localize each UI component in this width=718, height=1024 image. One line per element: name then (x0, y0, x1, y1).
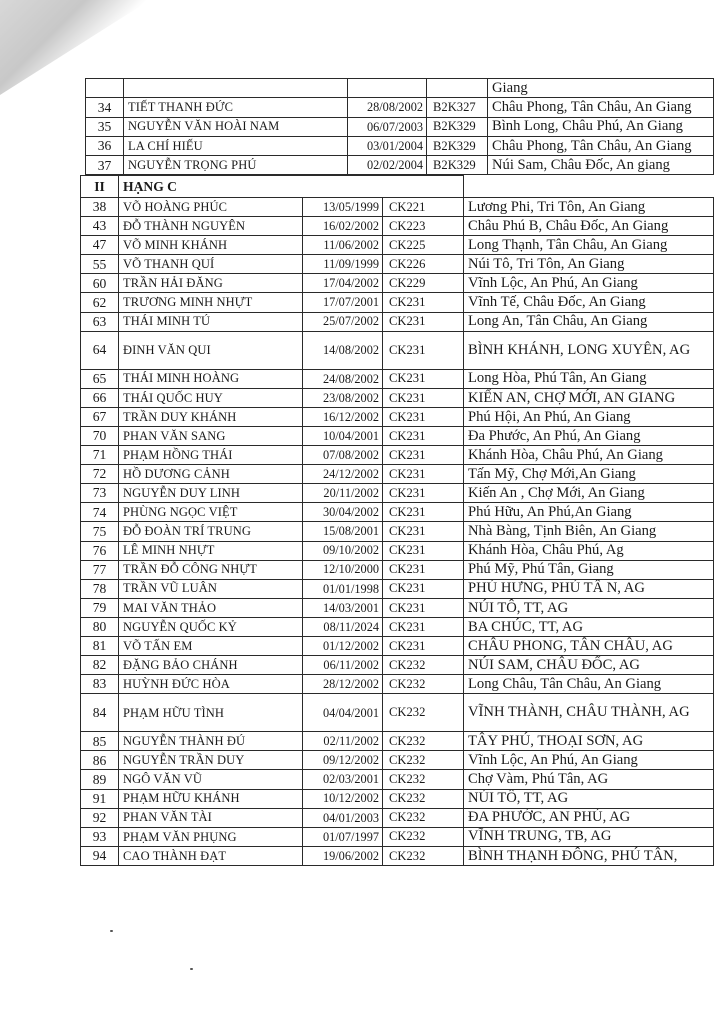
row-number: 78 (81, 579, 119, 598)
license-class-code: CK231 (383, 312, 464, 331)
table-row (81, 808, 714, 827)
row-number: 38 (81, 198, 119, 217)
license-class-code: CK231 (383, 522, 464, 541)
table-row (81, 675, 714, 694)
person-name: HUỲNH ĐỨC HÒA (119, 675, 303, 694)
date-of-birth: 17/04/2002 (303, 274, 383, 293)
table-row (81, 426, 714, 445)
address: Châu Phong, Tân Châu, An Giang (488, 136, 714, 155)
table-row (81, 617, 714, 636)
table-row (81, 331, 714, 369)
license-class-code: CK232 (383, 846, 464, 865)
person-name: VÕ MINH KHÁNH (119, 236, 303, 255)
license-class-code: CK231 (383, 598, 464, 617)
table-row (81, 312, 714, 331)
license-class-code: CK232 (383, 808, 464, 827)
license-class-code: CK231 (383, 388, 464, 407)
row-number: 55 (81, 255, 119, 274)
license-class-code: CK232 (383, 675, 464, 694)
date-of-birth: 24/12/2002 (303, 465, 383, 484)
row-number: 81 (81, 636, 119, 655)
person-name: TRƯƠNG MINH NHỰT (119, 293, 303, 312)
date-of-birth: 28/12/2002 (303, 675, 383, 694)
table-row (81, 465, 714, 484)
address: VĨNH THÀNH, CHÂU THÀNH, AG (464, 694, 714, 732)
row-number: 74 (81, 503, 119, 522)
table-row (81, 388, 714, 407)
table-row (81, 827, 714, 846)
row-number: 37 (86, 156, 124, 175)
table-row (86, 136, 714, 155)
date-of-birth: 23/08/2002 (303, 388, 383, 407)
address: PHÚ HƯNG, PHÚ TÂ N, AG (464, 579, 714, 598)
address: KIẾN AN, CHỢ MỚI, AN GIANG (464, 388, 714, 407)
license-class-code: B2K329 (427, 136, 488, 155)
row-number: 67 (81, 407, 119, 426)
date-of-birth: 06/07/2003 (348, 117, 427, 136)
person-name: PHẠM VĂN PHỤNG (119, 827, 303, 846)
date-of-birth: 13/05/1999 (303, 198, 383, 217)
address: Vĩnh Lộc, An Phú, An Giang (464, 274, 714, 293)
license-class-code: CK231 (383, 541, 464, 560)
date-of-birth: 02/11/2002 (303, 732, 383, 751)
person-name: PHAN VĂN SANG (119, 426, 303, 445)
table-row (81, 198, 714, 217)
address: NÚI TÔ, TT, AG (464, 789, 714, 808)
table-row (81, 636, 714, 655)
license-class-code: CK232 (383, 751, 464, 770)
row-number: 72 (81, 465, 119, 484)
table-row (81, 770, 714, 789)
date-of-birth: 25/07/2002 (303, 312, 383, 331)
address: Long An, Tân Châu, An Giang (464, 312, 714, 331)
date-of-birth: 16/12/2002 (303, 407, 383, 426)
person-name: TRẦN ĐỖ CÔNG NHỰT (119, 560, 303, 579)
address: ĐA PHƯỚC, AN PHÚ, AG (464, 808, 714, 827)
scan-speck (190, 968, 193, 970)
row-number: 62 (81, 293, 119, 312)
license-class-code: CK231 (383, 446, 464, 465)
row-number: 71 (81, 446, 119, 465)
row-number: 65 (81, 369, 119, 388)
address: BA CHÚC, TT, AG (464, 617, 714, 636)
license-class-code: CK231 (383, 369, 464, 388)
address: Vĩnh Tế, Châu Đốc, An Giang (464, 293, 714, 312)
section-number: II (81, 176, 119, 198)
row-number: 77 (81, 560, 119, 579)
table-row (81, 369, 714, 388)
table-row (81, 503, 714, 522)
row-number: 63 (81, 312, 119, 331)
license-class-code: CK229 (383, 274, 464, 293)
date-of-birth: 01/01/1998 (303, 579, 383, 598)
row-number: 83 (81, 675, 119, 694)
license-class-code: CK232 (383, 770, 464, 789)
table-row (81, 656, 714, 675)
person-name: NGUYỄN TRỌNG PHÚ (124, 156, 348, 175)
person-name: LÊ MINH NHỰT (119, 541, 303, 560)
table-row (81, 598, 714, 617)
date-of-birth: 01/12/2002 (303, 636, 383, 655)
table-row (81, 217, 714, 236)
table-row (81, 255, 714, 274)
license-class-code: CK232 (383, 656, 464, 675)
table-row (81, 789, 714, 808)
person-name: CAO THÀNH ĐẠT (119, 846, 303, 865)
table-row (81, 541, 714, 560)
row-number: 34 (86, 98, 124, 117)
person-name: TRẦN HẢI ĐĂNG (119, 274, 303, 293)
address: Long Châu, Tân Châu, An Giang (464, 675, 714, 694)
table-row (81, 236, 714, 255)
address: Châu Phú B, Châu Đốc, An Giang (464, 217, 714, 236)
date-of-birth: 06/11/2002 (303, 656, 383, 675)
person-name: ĐỖ THÀNH NGUYÊN (119, 217, 303, 236)
license-class-code (427, 79, 488, 98)
person-name: NGUYỄN TRẦN DUY (119, 751, 303, 770)
license-class-code: CK232 (383, 694, 464, 732)
license-class-code: CK231 (383, 484, 464, 503)
address: Bình Long, Châu Phú, An Giang (488, 117, 714, 136)
section-blank-cell (464, 176, 714, 198)
date-of-birth: 16/02/2002 (303, 217, 383, 236)
address: Khánh Hòa, Châu Phú, Ag (464, 541, 714, 560)
date-of-birth: 14/08/2002 (303, 331, 383, 369)
table-row (81, 732, 714, 751)
license-class-code: B2K329 (427, 117, 488, 136)
row-number: 66 (81, 388, 119, 407)
person-name: THÁI QUỐC HUY (119, 388, 303, 407)
scan-speck (110, 930, 113, 932)
row-number: 64 (81, 331, 119, 369)
address: CHÂU PHONG, TÂN CHÂU, AG (464, 636, 714, 655)
address: Chợ Vàm, Phú Tân, AG (464, 770, 714, 789)
license-class-code: CK231 (383, 560, 464, 579)
address: Phú Mỹ, Phú Tân, Giang (464, 560, 714, 579)
license-class-code: CK231 (383, 293, 464, 312)
table-row (81, 579, 714, 598)
table-row (86, 156, 714, 175)
date-of-birth: 10/04/2001 (303, 426, 383, 445)
license-class-code: CK231 (383, 426, 464, 445)
row-number: 43 (81, 217, 119, 236)
address: Long Hòa, Phú Tân, An Giang (464, 369, 714, 388)
table-row (86, 79, 714, 98)
table-b2-continuation (85, 78, 714, 175)
date-of-birth: 11/09/1999 (303, 255, 383, 274)
address: Châu Phong, Tân Châu, An Giang (488, 98, 714, 117)
license-class-code: CK221 (383, 198, 464, 217)
license-class-code: B2K327 (427, 98, 488, 117)
license-class-code: CK231 (383, 503, 464, 522)
table-row (86, 98, 714, 117)
address: Long Thạnh, Tân Châu, An Giang (464, 236, 714, 255)
date-of-birth: 01/07/1997 (303, 827, 383, 846)
license-class-code: CK231 (383, 579, 464, 598)
date-of-birth: 02/02/2004 (348, 156, 427, 175)
person-name: VÕ THANH QUÍ (119, 255, 303, 274)
row-number (86, 79, 124, 98)
person-name (124, 79, 348, 98)
person-name: NGUYỄN THÀNH ĐÚ (119, 732, 303, 751)
license-class-code: CK225 (383, 236, 464, 255)
address: TÂY PHÚ, THOẠI SƠN, AG (464, 732, 714, 751)
address: Phú Hội, An Phú, An Giang (464, 407, 714, 426)
date-of-birth: 30/04/2002 (303, 503, 383, 522)
person-name: PHẠM HỮU TÌNH (119, 694, 303, 732)
date-of-birth: 19/06/2002 (303, 846, 383, 865)
license-class-code: CK232 (383, 827, 464, 846)
table-row (81, 751, 714, 770)
row-number: 85 (81, 732, 119, 751)
table-class-c-body (81, 176, 714, 866)
table-row (81, 846, 714, 865)
person-name: NGUYỄN DUY LINH (119, 484, 303, 503)
address: Đa Phước, An Phú, An Giang (464, 426, 714, 445)
license-class-code: CK226 (383, 255, 464, 274)
date-of-birth: 03/01/2004 (348, 136, 427, 155)
date-of-birth: 28/08/2002 (348, 98, 427, 117)
table-row (81, 446, 714, 465)
address: Tấn Mỹ, Chợ Mới,An Giang (464, 465, 714, 484)
address: Phú Hữu, An Phú,An Giang (464, 503, 714, 522)
date-of-birth: 04/04/2001 (303, 694, 383, 732)
table-row (81, 484, 714, 503)
person-name: VÕ TẤN EM (119, 636, 303, 655)
person-name: ĐẶNG BẢO CHÁNH (119, 656, 303, 675)
address: Núi Sam, Châu Đốc, An giang (488, 156, 714, 175)
row-number: 86 (81, 751, 119, 770)
table-row (81, 522, 714, 541)
table-b2-body (86, 79, 714, 175)
date-of-birth (348, 79, 427, 98)
row-number: 92 (81, 808, 119, 827)
row-number: 70 (81, 426, 119, 445)
address: Giang (488, 79, 714, 98)
person-name: PHẠM HỒNG THÁI (119, 446, 303, 465)
person-name: MAI VĂN THẢO (119, 598, 303, 617)
row-number: 89 (81, 770, 119, 789)
row-number: 75 (81, 522, 119, 541)
license-class-code: CK231 (383, 617, 464, 636)
person-name: LA CHÍ HIẾU (124, 136, 348, 155)
row-number: 35 (86, 117, 124, 136)
section-header-row (81, 176, 714, 198)
person-name: TIẾT THANH ĐỨC (124, 98, 348, 117)
license-class-code: CK231 (383, 636, 464, 655)
table-class-c (80, 175, 714, 866)
row-number: 82 (81, 656, 119, 675)
date-of-birth: 17/07/2001 (303, 293, 383, 312)
date-of-birth: 15/08/2001 (303, 522, 383, 541)
date-of-birth: 09/12/2002 (303, 751, 383, 770)
person-name: NGÔ VĂN VŨ (119, 770, 303, 789)
row-number: 76 (81, 541, 119, 560)
section-title: HẠNG C (119, 176, 464, 198)
row-number: 94 (81, 846, 119, 865)
address: BÌNH KHÁNH, LONG XUYÊN, AG (464, 331, 714, 369)
address: Nhà Bàng, Tịnh Biên, An Giang (464, 522, 714, 541)
date-of-birth: 10/12/2002 (303, 789, 383, 808)
person-name: VÕ HOÀNG PHÚC (119, 198, 303, 217)
person-name: PHAN VĂN TÀI (119, 808, 303, 827)
person-name: HỒ DƯƠNG CẢNH (119, 465, 303, 484)
address: Khánh Hòa, Châu Phú, An Giang (464, 446, 714, 465)
row-number: 93 (81, 827, 119, 846)
row-number: 80 (81, 617, 119, 636)
date-of-birth: 20/11/2002 (303, 484, 383, 503)
table-row (81, 274, 714, 293)
person-name: TRẦN DUY KHÁNH (119, 407, 303, 426)
license-class-code: CK231 (383, 331, 464, 369)
person-name: THÁI MINH HOÀNG (119, 369, 303, 388)
row-number: 73 (81, 484, 119, 503)
row-number: 60 (81, 274, 119, 293)
date-of-birth: 07/08/2002 (303, 446, 383, 465)
license-class-code: CK231 (383, 465, 464, 484)
person-name: TRẦN VŨ LUÂN (119, 579, 303, 598)
person-name: ĐINH VĂN QUI (119, 331, 303, 369)
address: VĨNH TRUNG, TB, AG (464, 827, 714, 846)
license-class-code: CK223 (383, 217, 464, 236)
person-name: THÁI MINH TÚ (119, 312, 303, 331)
person-name: ĐỖ ĐOÀN TRÍ TRUNG (119, 522, 303, 541)
date-of-birth: 12/10/2000 (303, 560, 383, 579)
license-class-code: CK232 (383, 732, 464, 751)
address: NÚI SAM, CHÂU ĐỐC, AG (464, 656, 714, 675)
table-row (81, 560, 714, 579)
person-name: PHÙNG NGỌC VIỆT (119, 503, 303, 522)
license-class-code: CK232 (383, 789, 464, 808)
table-row (81, 293, 714, 312)
person-name: PHẠM HỮU KHÁNH (119, 789, 303, 808)
row-number: 84 (81, 694, 119, 732)
address: NÚI TÔ, TT, AG (464, 598, 714, 617)
table-row (81, 694, 714, 732)
table-row (86, 117, 714, 136)
address: Núi Tô, Tri Tôn, An Giang (464, 255, 714, 274)
license-class-code: CK231 (383, 407, 464, 426)
date-of-birth: 02/03/2001 (303, 770, 383, 789)
row-number: 36 (86, 136, 124, 155)
license-class-code: B2K329 (427, 156, 488, 175)
date-of-birth: 04/01/2003 (303, 808, 383, 827)
date-of-birth: 08/11/2024 (303, 617, 383, 636)
address: Kiến An , Chợ Mới, An Giang (464, 484, 714, 503)
date-of-birth: 11/06/2002 (303, 236, 383, 255)
row-number: 79 (81, 598, 119, 617)
date-of-birth: 09/10/2002 (303, 541, 383, 560)
person-name: NGUYỄN QUỐC KỶ (119, 617, 303, 636)
address: Vĩnh Lộc, An Phú, An Giang (464, 751, 714, 770)
row-number: 91 (81, 789, 119, 808)
address: Lương Phi, Tri Tôn, An Giang (464, 198, 714, 217)
row-number: 47 (81, 236, 119, 255)
table-row (81, 407, 714, 426)
date-of-birth: 24/08/2002 (303, 369, 383, 388)
person-name: NGUYỄN VĂN HOÀI NAM (124, 117, 348, 136)
date-of-birth: 14/03/2001 (303, 598, 383, 617)
address: BÌNH THẠNH ĐÔNG, PHÚ TÂN, (464, 846, 714, 865)
